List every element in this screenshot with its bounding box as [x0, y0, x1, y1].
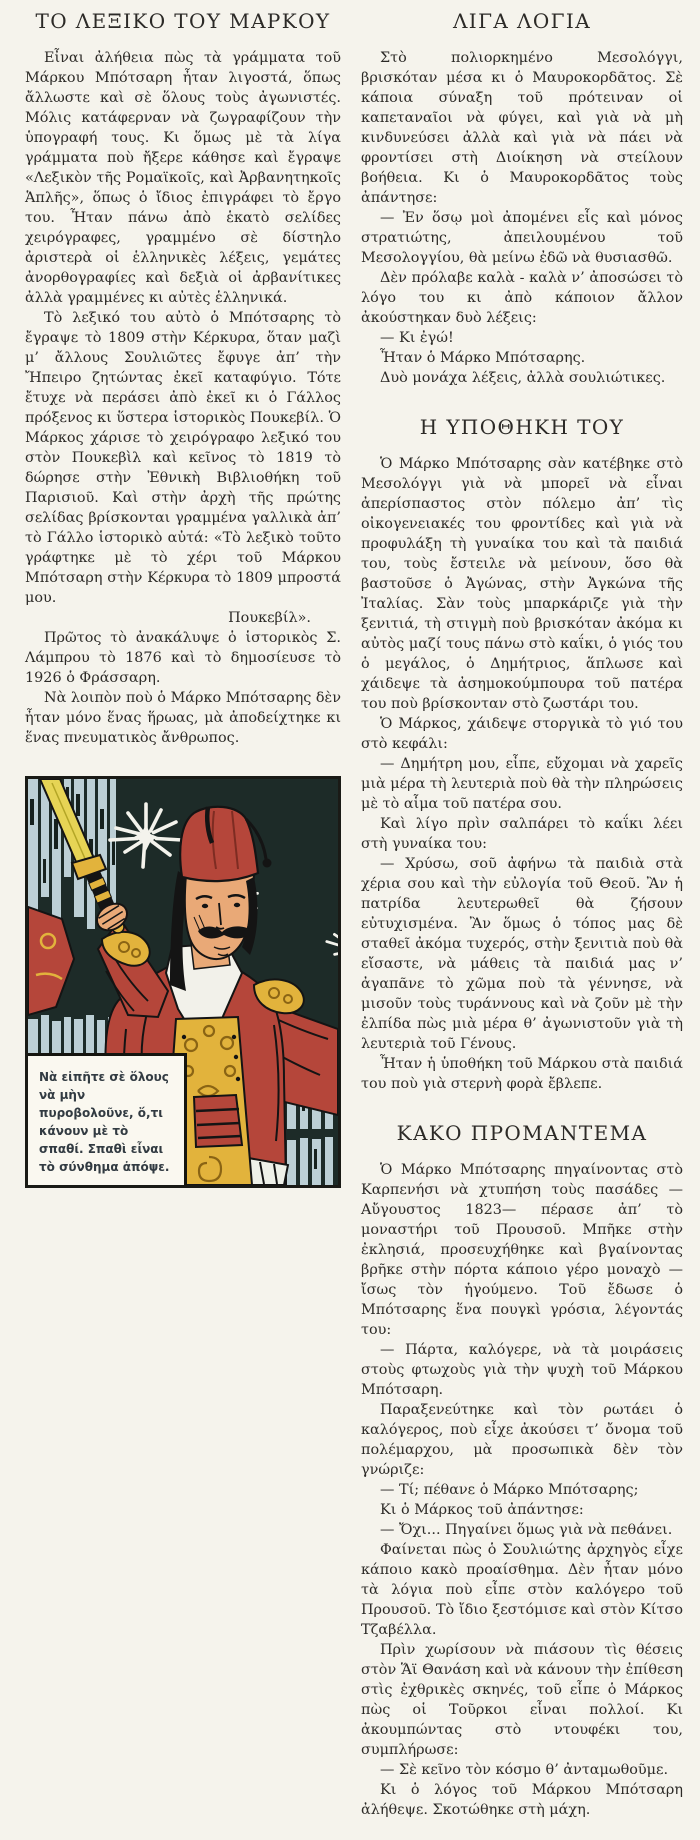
right-column	[361, 0, 683, 1820]
paragraph: Τὸ λεξικό του αὐτὸ ὁ Μπότσαρης τὸ ἔγραψε τὸ 1809 στὴν Κέρκυρα, ὅταν μαζὶ μ’ ἄλλους Σουλιῶτες ἔφυγε ἀπ’ τὴν Ἤπειρο ζητώντας ἐκεῖ καταφύγιο. Τότε ἔτυχε νὰ περάσει ἀπὸ ἐκεῖ κι ὁ Γάλλος πρόξενος κι ὕστερα ἱστορικὸς Πουκεβίλ. Ὁ Μάρκος χάρισε τὸ χειρόγραφο λεξικό του στὸν Πουκεβὶλ καὶ κεῖνος τὸ 1819 τὸ δώρησε στὴν Ἐθνικὴ Βιβλιοθήκη τοῦ Παρισιοῦ. Καὶ στὴν ἀρχὴ τῆς πρώτης σελίδας βρίσκονται γραμμένα γαλλικὰ ἀπ’ τὸ Γάλλο ἱστορικὸ αὐτά: «Τὸ λεξικὸ τοῦτο γράφτηκε μὲ τὸ χέρι τοῦ Μάρκου Μπότσαρη στὴν Κέρκυρα τὸ 1809 μπροστά μου.	[25, 310, 341, 606]
paragraph: Νὰ λοιπὸν ποὺ ὁ Μάρκο Μπότσαρης δὲν ἦταν μόνο ἕνας ἥρωας, μὰ ἀποδείχτηκε κι ἕνας πνευματικὸς ἄνθρωπος.	[25, 690, 341, 746]
section-kako-promantema	[361, 1121, 683, 1820]
article-title-lexiko: ΤΟ ΛΕΞΙΚΟ ΤΟΥ ΜΑΡΚΟΥ	[35, 9, 331, 33]
paragraph: Ὁ Μάρκο Μπότσαρης σὰν κατέβηκε στὸ Μεσολόγγι γιὰ νὰ μπορεῖ νὰ εἶναι ἀπερίσπαστος στὸν πόλεμο ἀπ’ τὶς οἰκογενειακές του φροντίδες καὶ γιὰ νὰ προφυλάξη τὴ γυναίκα του καὶ τὰ παιδιά του, τοὺς ἔστειλε νὰ μείνουν, ὅσο θὰ βαστοῦσε ὁ Ἀγώνας, στὴν Ἀγκώνα τῆς Ἰταλίας. Σὰν τοὺς μπαρκάριζε γιὰ τὴν ξενιτιά, τὴ στιγμὴ ποὺ βρισκόταν ἀκόμα κι αὐτὸς μαζί τους πάνω στὸ καΐκι, ὁ γιός του ὁ μεγάλος, ὁ Δημήτριος, ἅπλωσε καὶ χάιδεψε τὰ ἀσημοκούμπουρα τοῦ πατέρα του ποὺ βρίσκονταν στὸ ζωστάρι του.	[361, 456, 683, 712]
paragraph: Δυὸ μονάχα λέξεις, ἀλλὰ σουλιώτικες.	[380, 370, 666, 386]
paragraph: Φαίνεται πὼς ὁ Σουλιώτης ἀρχηγὸς εἶχε κάποιο κακὸ προαίσθημα. Δὲν ἦταν μόνο τὰ λόγια ποὺ εἶπε στὸν καλόγερο τοῦ Προυσοῦ. Τὸ ἴδιο ξεστόμισε καὶ στὸν Κίτσο Τζαβέλλα.	[361, 1542, 683, 1638]
section-title: ΚΑΚΟ ΠΡΟΜΑΝΤΕΜΑ	[396, 1121, 648, 1145]
section-ypothiki	[361, 415, 683, 1094]
dialogue-line: — Χρύσω, σοῦ ἀφήνω τὰ παιδιὰ στὰ χέρια σου καὶ τὴν εὐλογία τοῦ Θεοῦ. Ἂν ἡ πατρίδα λευτερωθεῖ θὰ ζήσουν εὐτυχισμένα. Ἂν ὅμως ὁ τόπος μας δὲ σταθεῖ ἀκόμα τυχερός, στὴν ξενιτιὰ ποὺ θὰ εἴσαστε, νὰ μάθεις τὰ παιδιά μας ν’ ἀγαπᾶνε τὸ χῶμα ποὺ τὰ γέννησε, νὰ μισοῦν τοὺς τυράννους καὶ νὰ ζοῦν μὲ τὴν ἐλπίδα πὼς μιὰ μέρα θ’ ἀγωνιστοῦν γιὰ τὴ λευτεριὰ τοῦ Γένους.	[361, 856, 683, 1052]
paragraph: Ἦταν ὁ Μάρκο Μπότσαρης.	[380, 350, 586, 366]
botsaris-illustration	[25, 776, 341, 1188]
paragraph: Ὁ Μάρκος, χάιδεψε στοργικὰ τὸ γιό του στὸ κεφάλι:	[361, 716, 683, 752]
section-title: Η ΥΠΟΘΗΚΗ ΤΟΥ	[419, 415, 625, 439]
paragraph: Στὸ πολιορκημένο Μεσολόγγι, βρισκόταν μέσα κι ὁ Μαυροκορδᾶτος. Σὲ κάποια σύναξη τοῦ πρότειναν οἱ καπεταναῖοι νὰ φύγει, καὶ γιὰ νὰ μὴ κινδυνεύσει ἀλλὰ καὶ γιὰ νὰ πάει νὰ φροντίσει στὴ Διοίκηση νὰ στείλουν βοήθεια. Κι ὁ Μαυροκορδᾶτος τοὺς ἀπάντησε:	[361, 50, 683, 206]
dialogue-line: — Τί; πέθανε ὁ Μάρκο Μπότσαρης;	[380, 1482, 639, 1498]
paragraph: Παραξενεύτηκε καὶ τὸν ρωτάει ὁ καλόγερος, ποὺ εἶχε ἀκούσει τ’ ὄνομα τοῦ πολέμαρχου, μὰ προσωπικὰ δὲν τὸν γνώριζε:	[361, 1402, 683, 1478]
paragraph: Ὁ Μάρκο Μπότσαρης πηγαίνοντας στὸ Καρπενήσι νὰ χτυπήση τοὺς πασάδες —Αὔγουστος 1823— πέρασε ἀπ’ τὸ μοναστήρι τοῦ Προυσοῦ. Μπῆκε στὴν ἐκλησιά, προσευχήθηκε καὶ βγαίνοντας βρῆκε στὴν πόρτα κάποιο γέρο μοναχὸ — ἴσως τὸν ἡγούμενο. Τοῦ ἔδωσε ὁ Μπότσαρης ἕνα πουγκὶ γρόσια, λέγοντάς του:	[361, 1162, 683, 1338]
section-liga-logia	[361, 0, 683, 388]
signature-line: Πουκεβίλ».	[228, 610, 311, 626]
dialogue-line: — Ἐν ὅσῳ μοὶ ἀπομένει εἷς καὶ μόνος στρατιώτης, ἀπειλουμένου τοῦ Μεσολογγίου, θὰ μείνω ἐδῶ νὰ θυσιασθῶ.	[361, 210, 683, 266]
paragraph: Πρὶν χωρίσουν νὰ πιάσουν τὶς θέσεις στὸν Ἅϊ Θανάση καὶ νὰ κάνουν τὴν ἐπίθεση στὶς ἐχθρικὲς σκηνές, τοῦ εἶπε ὁ Μάρκος πὼς οἱ Τοῦρκοι εἶναι πολλοί. Κι ἀκουμπώντας στὸ ντουφέκι του, συμπλήρωσε:	[361, 1642, 683, 1758]
dialogue-line: — Πάρτα, καλόγερε, νὰ τὰ μοιράσεις στοὺς φτωχοὺς γιὰ τὴν ψυχὴ τοῦ Μάρκου Μπότσαρη.	[361, 1342, 683, 1398]
paragraph: Κι ὁ Μάρκος τοῦ ἀπάντησε:	[380, 1502, 584, 1518]
illustration-caption: Νὰ εἰπῆτε σὲ ὅλους νὰ μὴν πυροβολοῦνε, ὅ,τι κάνουν μὲ τὸ σπαθί. Σπαθὶ εἶναι τὸ σύνθημα ἀπόψε.	[28, 1053, 187, 1185]
paragraph: Δὲν πρόλαβε καλὰ - καλὰ ν’ ἀποσώσει τὸ λόγο του κι ἀπὸ κάποιον ἄλλον ἀκούστηκαν δυὸ λέξεις:	[361, 270, 683, 326]
dialogue-line: — Ὄχι... Πηγαίνει ὅμως γιὰ νὰ πεθάνει.	[380, 1522, 673, 1538]
dialogue-line: — Σὲ κεῖνο τὸν κόσμο θ’ ἀνταμωθοῦμε.	[380, 1762, 669, 1778]
left-column	[25, 0, 341, 1188]
paragraph: Εἶναι ἀλήθεια πὼς τὰ γράμματα τοῦ Μάρκου Μπότσαρη ἦταν λιγοστά, ὅπως ἄλλωστε καὶ σὲ ὅλους τοὺς ἀγωνιστές. Μόλις κατάφερναν νὰ ζωγραφίζουν τὴν ὑπογραφή τους. Κι ὅμως μὲ τὰ λίγα γράμματα ποὺ ἤξερε κάθησε καὶ ἔγραψε «Λεξικὸν τῆς Ρομαϊκοῖς, καὶ Ἀρβανητηκοῖς Ἁπλῆς», ὅπως ὁ ἴδιος ἐπιγράφει τὸ ἔργο του. Ἦταν πάνω ἀπὸ ἑκατὸ σελίδες χειρόγραφες, γραμμένο σὲ δίστηλο ἀριστερὰ οἱ ἑλληνικὲς λέξεις, γεμάτες ἀνορθογραφίες καὶ δεξιὰ οἱ ἀρβανίτικες ἀλλὰ γραμμένες κι αὐτὲς ἑλληνικά.	[25, 50, 341, 306]
paragraph: Ἦταν ἡ ὑποθήκη τοῦ Μάρκου στὰ παιδιά του ποὺ γιὰ στερνὴ φορὰ ἔβλεπε.	[361, 1056, 683, 1092]
dialogue-line: — Δημήτρη μου, εἶπε, εὔχομαι νὰ χαρεῖς μιὰ μέρα τὴ λευτεριὰ ποὺ θὰ τὴν πληρώσεις μὲ τὸ αἷμα τοῦ πατέρα σου.	[361, 756, 683, 812]
paragraph: Καὶ λίγο πρὶν σαλπάρει τὸ καΐκι λέει στὴ γυναίκα του:	[361, 816, 683, 852]
paragraph: Πρῶτος τὸ ἀνακάλυψε ὁ ἱστορικὸς Σ. Λάμπρου τὸ 1876 καὶ τὸ δημοσίευσε τὸ 1926 ὁ Φράσσαρη.	[25, 630, 341, 686]
paragraph: Κι ὁ λόγος τοῦ Μάρκου Μπότσαρη ἀλήθεψε. Σκοτώθηκε στὴ μάχη.	[361, 1782, 683, 1818]
section-title: ΛΙΓΑ ΛΟΓΙΑ	[452, 9, 592, 33]
dialogue-line: — Κι ἐγώ!	[380, 330, 454, 346]
